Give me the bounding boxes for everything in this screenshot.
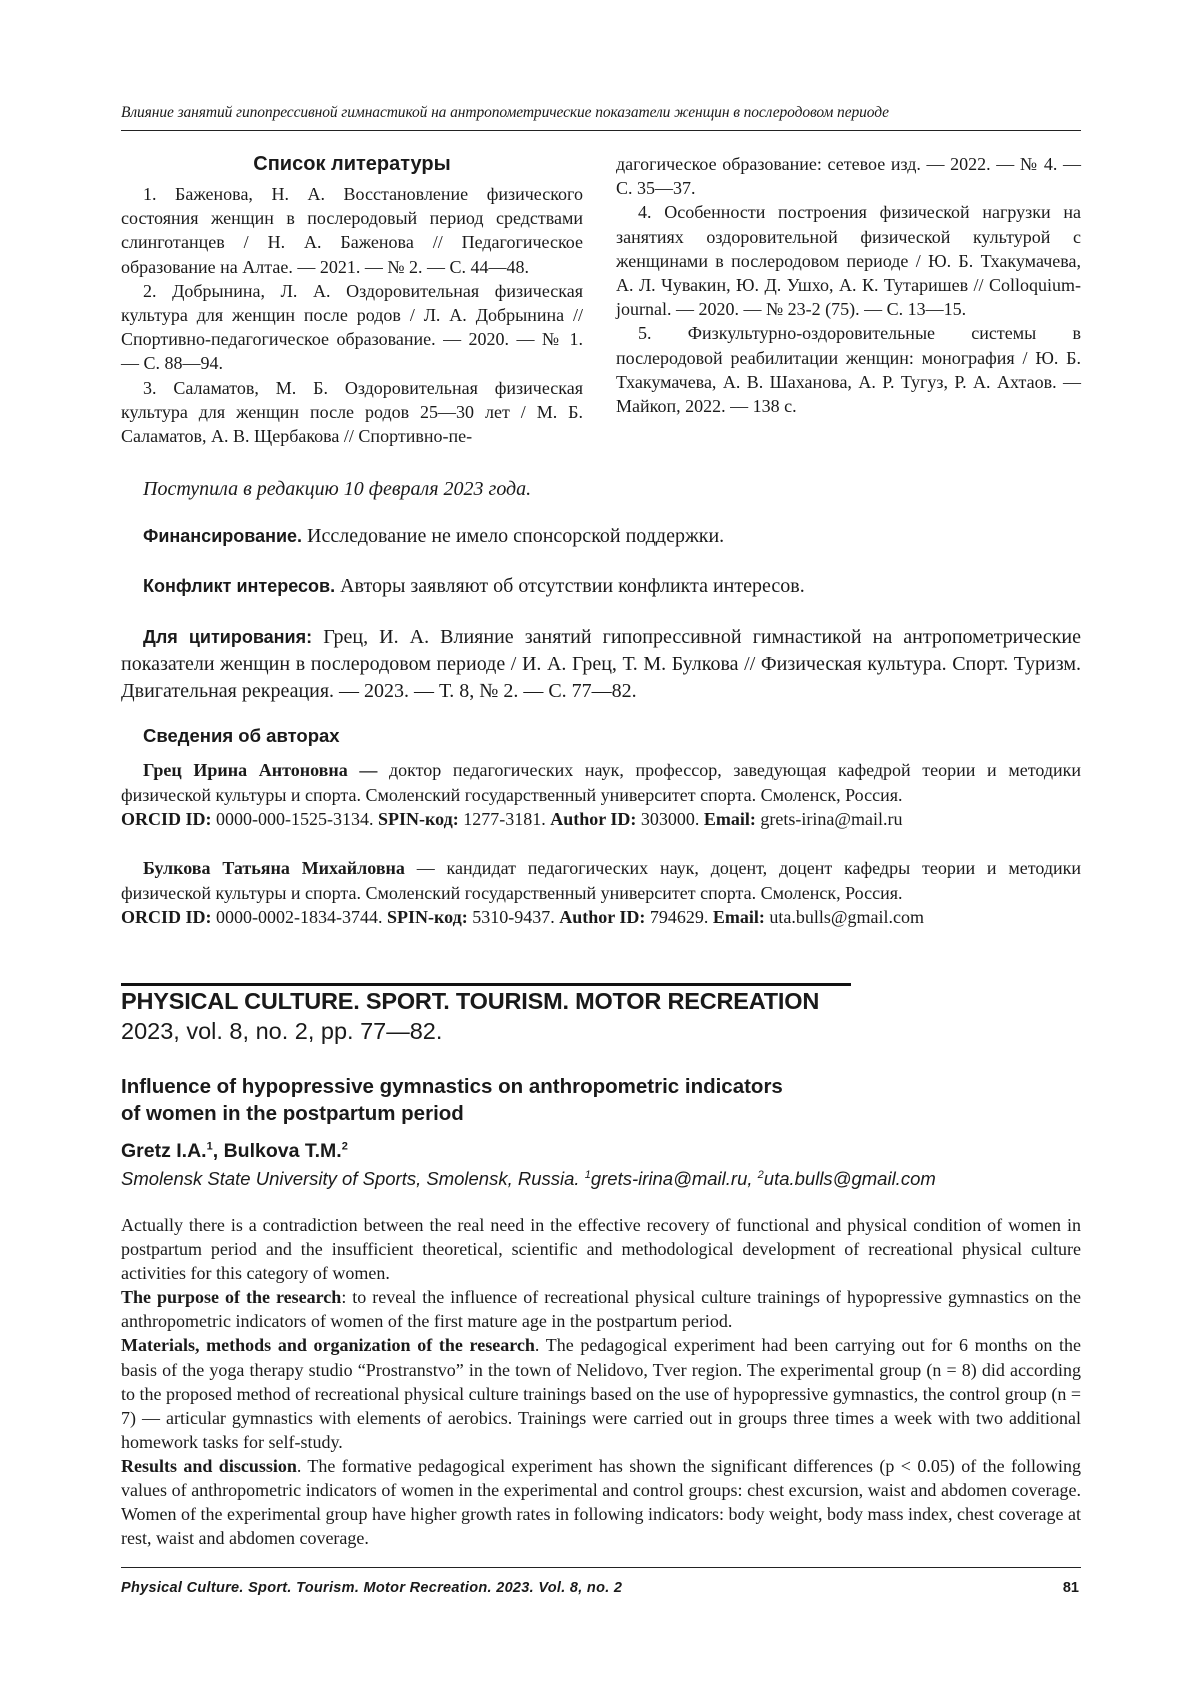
english-article-title [121, 1073, 881, 1127]
en-author-1: Gretz I.A. [121, 1140, 207, 1162]
author-2-info [121, 856, 1081, 930]
funding-label: Финансирование. [143, 526, 303, 546]
funding-text: Исследование не имело спонсорской поддержки. [307, 525, 725, 547]
authors-info-title: Сведения об авторах [143, 725, 340, 746]
article-title-line-1: Influence of hypopressive gymnastics on anthropometric indicators [121, 1075, 783, 1098]
author-1-name: Грец Ирина Антоновна — [143, 760, 378, 780]
author-1-aid-label: Author ID: [550, 809, 637, 829]
author-2-aid: 794629. [649, 907, 709, 927]
author-2-aid-label: Author ID: [559, 907, 646, 927]
methods-text: . The pedagogical experiment had been carrying out for 6 months on the basis of the yoga therapy studio “Prostranstvo” in the town of Nelidovo, Tver region. The experimental group (n = 8) did according to the proposed method of recreational physical culture trainings based on the use of hypopressive gymnastics, the control group (n = 7) — articular gymnastics with elements of aerobics. Trainings were carried out in groups three times a week with two additional homework tasks for self-study. [121, 1335, 1081, 1452]
citation-text: Грец, И. А. Влияние занятий гипопрессивной гимнастикой на антропометрические показатели женщин в послеродовом периоде / И. А. Грец, Т. М. Булкова // Физическая культура. Спорт. Туризм. Двигательная рекреация. — 2023. — Т. 8, № 2. — С. 77—82. [121, 626, 1081, 702]
citation-block [121, 624, 1081, 705]
page-number: 81 [1062, 1580, 1079, 1596]
article-title-line-2: of women in the postpartum period [121, 1102, 464, 1125]
author-1-email-label: Email: [703, 809, 756, 829]
references-left-column [121, 152, 583, 448]
footer-journal: Physical Culture. Sport. Tourism. Motor Recreation. 2023. Vol. 8, no. 2 [121, 1580, 623, 1596]
author-2-spin: 5310-9437. [472, 907, 555, 927]
abstract-intro: Actually there is a contradiction between the real need in the effective recovery of functional and physical condition of women in postpartum period and the insufficient theoretical, scientific and methodological development of recreational physical culture activities for this category of women. [121, 1215, 1081, 1284]
purpose-label: The purpose of the research [121, 1287, 342, 1308]
running-title: Влияние занятий гипопрессивной гимнастикой на антропометрические показатели женщин в послеродовом периоде [121, 104, 889, 121]
methods-label: Materials, methods and organization of the research [121, 1335, 535, 1356]
affiliation-email-2[interactable]: uta.bulls@gmail.com [763, 1168, 936, 1189]
results-text: . The formative pedagogical experiment has shown the significant differences (p < 0.05) of the following values of anthropometric indicators of women in the experimental and control groups: chest excursion, waist and abdomen coverage. Women of the experimental group have higher growth rates in following indicators: body weight, body mass index, chest coverage at rest, waist and abdomen coverage. [121, 1455, 1081, 1549]
en-author-1-sup: 1 [206, 1140, 213, 1153]
author-2-spin-label: SPIN-код: [387, 907, 468, 927]
affiliation-text: Smolensk State University of Sports, Smolensk, Russia. [121, 1168, 585, 1189]
author-1-aid: 303000. [640, 809, 700, 829]
references-title: Список литературы [253, 153, 451, 175]
english-journal-issue: 2023, vol. 8, no. 2, pp. 77—82. [121, 1018, 443, 1044]
conflict-text: Авторы заявляют об отсутствии конфликта интересов. [340, 575, 805, 597]
author-2-orcid: 0000-0002-1834-3744. [216, 907, 383, 927]
reference-item-5: 5. Физкультурно-оздоровительные системы в послеродовой реабилитации женщин: монография / Ю. Б. Тхакумачева, А. В. Шаханова, А. Р. Тугуз, Р. А. Ахтаов. — Майкоп, 2022. — 138 с. [616, 323, 1081, 417]
author-1-orcid: 0000-000-1525-3134. [216, 809, 374, 829]
header-rule [121, 130, 1081, 131]
affiliation-sup-2: 2 [757, 1168, 764, 1181]
references-right-column [616, 152, 1081, 418]
reference-item-2: 2. Добрынина, Л. А. Оздоровительная физическая культура для женщин после родов / Л. А. Добрынина // Спортивно-педагогическое образование. — 2020. — № 1. — С. 88—94. [121, 280, 583, 374]
english-authors [121, 1140, 348, 1163]
english-section-rule [121, 983, 851, 986]
citation-label: Для цитирования: [143, 627, 313, 647]
received-date: Поступила в редакцию 10 февраля 2023 года. [143, 478, 532, 500]
author-2-email[interactable]: uta.bulls@gmail.com [769, 907, 924, 927]
affiliation-sup-1: 1 [584, 1168, 591, 1181]
author-2-desc: — кандидат педагогических наук, доцент, доцент кафедры теории и методики физической культуры и спорта. Смоленский государственный университет спорта. Смоленск, Россия. [121, 858, 1082, 903]
english-journal-title: PHYSICAL CULTURE. SPORT. TOURISM. MOTOR RECREATION [121, 988, 820, 1014]
results-label: Results and discussion [121, 1455, 297, 1476]
author-1-spin-label: SPIN-код: [378, 809, 459, 829]
english-abstract [121, 1213, 1081, 1550]
author-1-spin: 1277-3181. [463, 809, 546, 829]
en-author-2-sup: 2 [341, 1140, 348, 1153]
author-1-info [121, 758, 1081, 832]
conflict-label: Конфликт интересов. [143, 576, 336, 596]
conflict-statement [143, 573, 1081, 600]
english-affiliation [121, 1168, 936, 1190]
en-author-2: Bulkova T.M. [223, 1140, 342, 1162]
abstract-methods [121, 1333, 1081, 1453]
funding-statement [143, 523, 1081, 550]
reference-item-3: 3. Саламатов, М. Б. Оздоровительная физическая культура для женщин после родов 25—30 лет / М. Б. Саламатов, А. В. Щербакова // Спортивно-пе- [121, 377, 583, 447]
author-1-email[interactable]: grets-irina@mail.ru [760, 809, 903, 829]
reference-item-3-continued: дагогическое образование: сетевое изд. — 2022. — № 4. — С. 35—37. [616, 154, 1081, 199]
reference-item-4: 4. Особенности построения физической нагрузки на занятиях оздоровительной физической культурой с женщинами в послеродовом периоде / Ю. Б. Тхакумачева, А. Л. Чувакин, Ю. Д. Ушхо, А. К. Тутаришев // Colloquium-journal. — 2020. — № 23-2 (75). — С. 13—15. [616, 202, 1081, 320]
footer-rule [121, 1567, 1081, 1568]
author-1-orcid-label: ORCID ID: [121, 809, 212, 829]
abstract-purpose [121, 1285, 1081, 1333]
reference-item-1: 1. Баженова, Н. А. Восстановление физического состояния женщин в послеродовый период средствами слинготанцев / Н. А. Баженова // Педагогическое образование на Алтае. — 2021. — № 2. — С. 44—48. [121, 184, 583, 277]
abstract-results [121, 1454, 1081, 1550]
author-2-name: Булкова Татьяна Михайловна [143, 858, 405, 878]
en-author-separator: , [212, 1140, 224, 1162]
affiliation-email-1[interactable]: grets-irina@mail.ru, [590, 1168, 758, 1189]
author-1-desc: доктор педагогических наук, профессор, заведующая кафедрой теории и методики физической культуры и спорта. Смоленский государственный университет спорта. Смоленск, Россия. [121, 760, 1081, 805]
author-2-email-label: Email: [712, 907, 765, 927]
author-2-orcid-label: ORCID ID: [121, 907, 212, 927]
purpose-text: : to reveal the influence of recreational physical culture trainings of hypopressive gymnastics on the anthropometric indicators of women of the first mature age in the postpartum period. [121, 1287, 1082, 1332]
